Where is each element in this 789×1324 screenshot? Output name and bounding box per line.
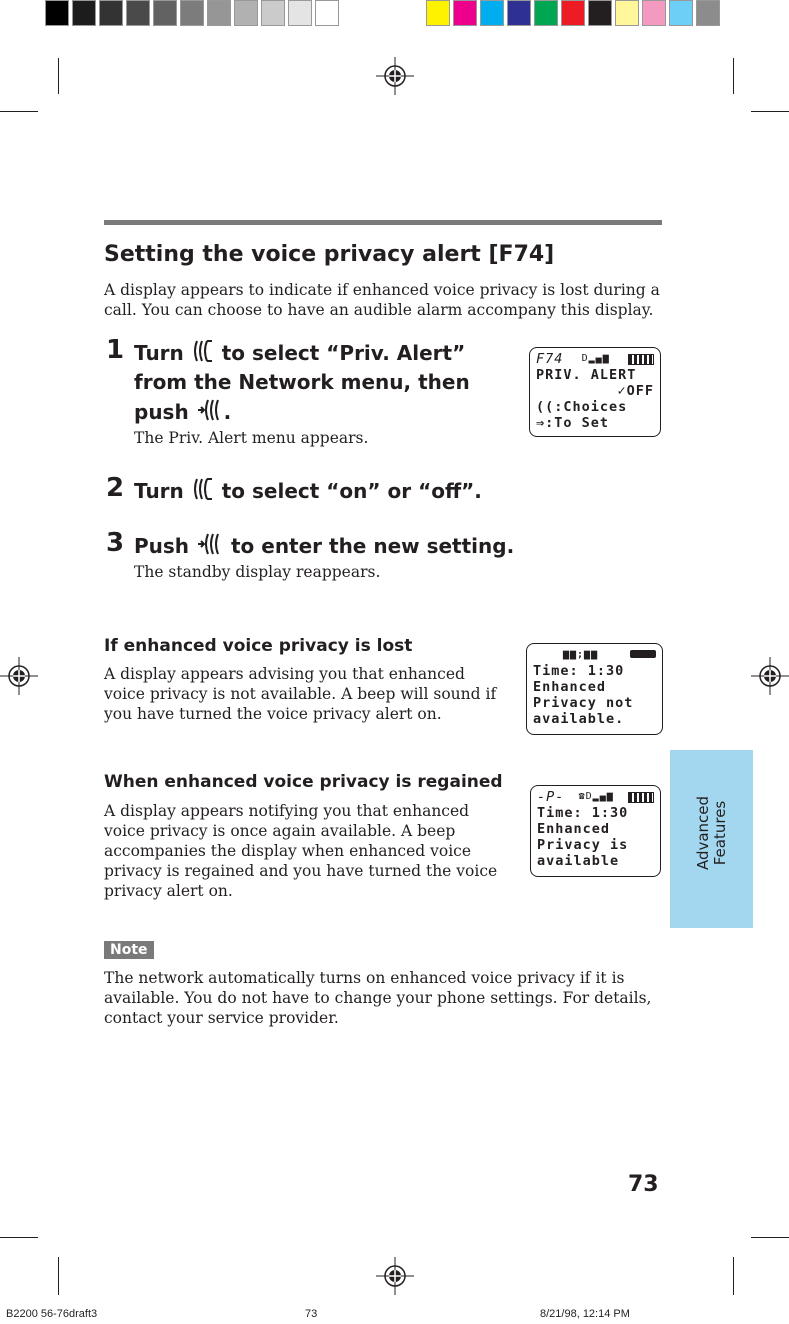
- registration-mark-icon: [751, 657, 789, 695]
- jog-dial-icon: [191, 338, 215, 364]
- intro-line: call. You can choose to have an audible alarm accompany this display.: [104, 301, 654, 319]
- crop-mark: [58, 1257, 59, 1295]
- lcd-line: PRIV. ALERT: [536, 367, 637, 383]
- crop-mark: [0, 111, 38, 112]
- battery-icon: [630, 650, 656, 658]
- body-line: accompanies the display when enhanced voice: [104, 842, 472, 860]
- lcd-priv-alert: [529, 347, 661, 437]
- regained-paragraph: [104, 801, 497, 901]
- body-line: you have turned the voice privacy alert on.: [104, 705, 442, 723]
- battery-icon: [628, 792, 654, 803]
- color-swatch: [453, 0, 477, 26]
- crop-mark: [733, 58, 734, 94]
- footer-page: 73: [305, 1308, 318, 1320]
- lcd-menu-code: F74: [536, 351, 564, 367]
- color-swatch: [288, 0, 312, 26]
- lcd-line: Privacy not: [533, 695, 634, 711]
- section-title: Setting the voice privacy alert [F74]: [104, 242, 555, 267]
- color-swatch: [45, 0, 69, 26]
- signal-icon: D▂▄▆: [581, 353, 610, 364]
- lcd-privacy-regained: [530, 785, 661, 877]
- color-swatch: [315, 0, 339, 26]
- lcd-line: ✓OFF: [617, 383, 654, 399]
- footer-timestamp: 8/21/98, 12:14 PM: [540, 1308, 630, 1320]
- color-swatch: [72, 0, 96, 26]
- crop-mark: [751, 111, 789, 112]
- jog-dial-icon: [191, 476, 215, 502]
- color-swatch: [588, 0, 612, 26]
- body-line: A display appears notifying you that enhanced: [104, 802, 470, 820]
- color-swatch: [507, 0, 531, 26]
- body-line: A display appears advising you that enhanced: [104, 665, 465, 683]
- color-swatch: [180, 0, 204, 26]
- step-result: The Priv. Alert menu appears.: [134, 429, 369, 447]
- step-3: [134, 531, 514, 581]
- body-line: available. You do not have to change your phone settings. For details,: [104, 989, 652, 1007]
- intro-paragraph: [104, 280, 660, 320]
- color-swatch: [234, 0, 258, 26]
- signal-icon: ☎D▂▄▆: [578, 791, 614, 802]
- crop-mark: [0, 1237, 38, 1238]
- dial-glyph-icon: ((: [536, 399, 555, 415]
- step-2: [134, 476, 482, 506]
- color-swatch: [207, 0, 231, 26]
- step-number: 1: [106, 335, 125, 365]
- step-result: The standby display reappears.: [134, 563, 381, 581]
- jog-dial-push-icon: [196, 531, 224, 557]
- color-swatch: [153, 0, 177, 26]
- registration-mark-icon: [376, 1257, 414, 1295]
- page-number: 73: [628, 1172, 659, 1197]
- step-text: to enter the new setting.: [230, 534, 515, 558]
- intro-line: A display appears to indicate if enhanced voice privacy is lost during a: [104, 281, 660, 299]
- lcd-privacy-lost: [526, 643, 663, 735]
- lcd-line: Time: 1:30: [537, 805, 629, 821]
- step-number: 3: [106, 528, 125, 558]
- process-color-bar: [426, 0, 723, 28]
- step-text: to select “on” or “off”.: [221, 479, 482, 503]
- color-swatch: [669, 0, 693, 26]
- note-paragraph: [104, 968, 651, 1028]
- jog-dial-push-icon: [196, 397, 224, 423]
- battery-icon: [628, 354, 654, 365]
- lcd-line: Time: 1:30: [533, 663, 625, 679]
- lcd-line: available.: [533, 711, 625, 727]
- step-1: [134, 338, 470, 447]
- crop-mark: [58, 58, 59, 94]
- color-swatch: [126, 0, 150, 26]
- body-line: voice privacy is once again available. A beep: [104, 822, 456, 840]
- color-swatch: [426, 0, 450, 26]
- tab-label: Advanced: [694, 795, 712, 871]
- color-swatch: [99, 0, 123, 26]
- step-text: from the Network menu, then: [134, 370, 470, 394]
- step-text: Turn: [134, 479, 184, 503]
- color-swatch: [261, 0, 285, 26]
- step-text: to select “Priv. Alert”: [221, 341, 466, 365]
- grayscale-bar: [45, 0, 342, 28]
- chapter-tab: [670, 750, 753, 928]
- lcd-line: Privacy is: [537, 837, 629, 853]
- body-line: contact your service provider.: [104, 1009, 339, 1027]
- note-label: Note: [104, 941, 154, 959]
- lcd-status-code: -P-: [537, 789, 565, 805]
- body-line: voice privacy is not available. A beep will sound if: [104, 685, 497, 703]
- lcd-line: available: [537, 853, 620, 869]
- lost-paragraph: [104, 664, 496, 724]
- body-line: The network automatically turns on enhanced voice privacy if it is: [104, 969, 625, 987]
- crop-mark: [751, 1237, 789, 1238]
- step-text: Push: [134, 534, 190, 558]
- color-swatch: [534, 0, 558, 26]
- lost-heading: If enhanced voice privacy is lost: [104, 636, 413, 656]
- color-swatch: [696, 0, 720, 26]
- tab-label: Features: [711, 800, 729, 866]
- step-text: push: [134, 400, 189, 424]
- registration-mark-icon: [376, 57, 414, 95]
- lcd-line: Enhanced: [537, 821, 611, 837]
- body-line: privacy alert on.: [104, 882, 233, 900]
- step-text: Turn: [134, 341, 184, 365]
- body-line: privacy is regained and you have turned the voice: [104, 862, 498, 880]
- step-text: .: [223, 400, 232, 424]
- section-rule: [104, 220, 662, 225]
- lcd-line: ⇒:To Set: [536, 415, 610, 431]
- lcd-line: :Choices: [554, 399, 628, 415]
- step-number: 2: [106, 473, 125, 503]
- regained-heading: When enhanced voice privacy is regained: [104, 772, 503, 792]
- crop-mark: [733, 1257, 734, 1295]
- color-swatch: [642, 0, 666, 26]
- color-swatch: [615, 0, 639, 26]
- signal-icon: ▆▆;▆▆: [563, 649, 599, 660]
- footer-filename: B2200 56-76draft3: [6, 1308, 98, 1320]
- registration-mark-icon: [0, 657, 38, 695]
- color-swatch: [561, 0, 585, 26]
- lcd-line: Enhanced: [533, 679, 607, 695]
- color-swatch: [480, 0, 504, 26]
